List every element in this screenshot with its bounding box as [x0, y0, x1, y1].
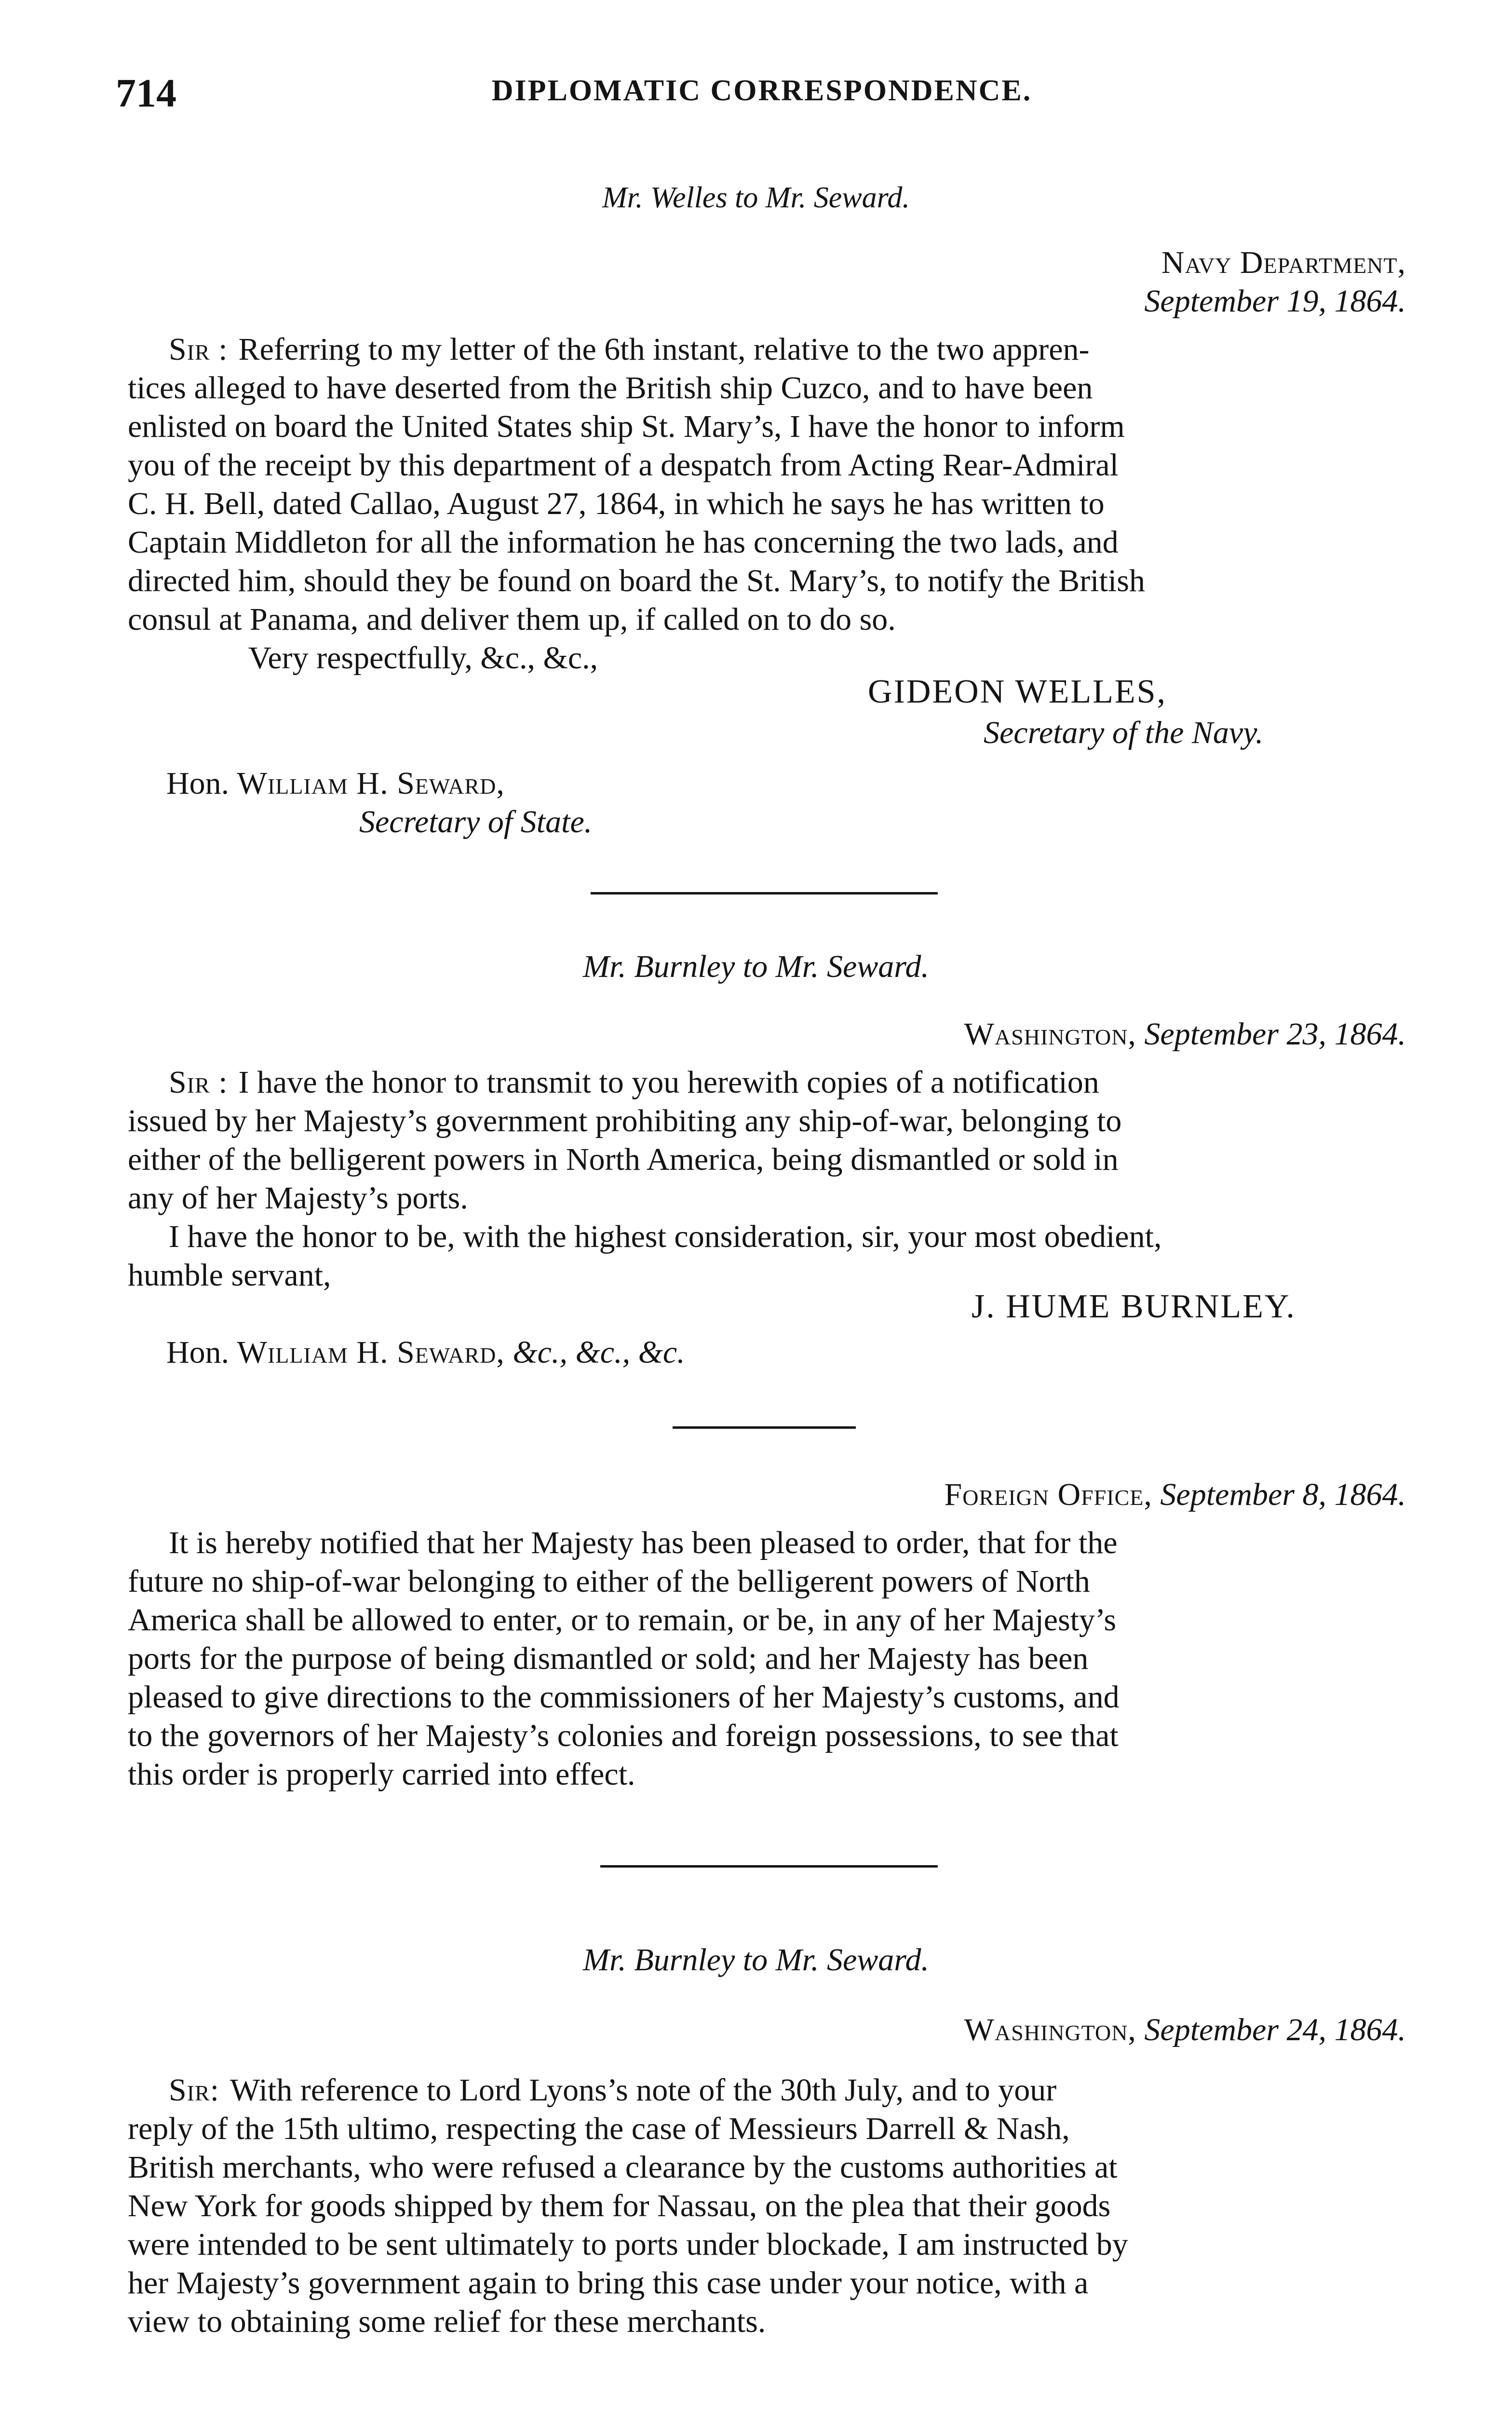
letter-heading: Mr. Burnley to Mr. Seward.: [582, 1942, 929, 1978]
running-title: DIPLOMATIC CORRESPONDENCE.: [491, 74, 1032, 107]
body-line: either of the belligerent powers in North America, being dismantled or sold in: [128, 1142, 1119, 1177]
body-line: to the governors of her Majesty’s colonies and foreign possessions, to see that: [128, 1718, 1119, 1753]
body-line: you of the receipt by this department of a despatch from Acting Rear-Admiral: [128, 447, 1119, 483]
signature: J. HUME BURNLEY.: [972, 1288, 1296, 1325]
body-line: any of her Majesty’s ports.: [128, 1180, 468, 1216]
body-line: enlisted on board the United States ship St. Mary’s, I have the honor to inform: [128, 409, 1125, 444]
letter-date: September 19, 1864.: [1144, 284, 1406, 319]
body-line: Sir : I have the honor to transmit to you herewith copies of a notification: [128, 1063, 1405, 1102]
body-line: British merchants, who were refused a clearance by the customs authorities at: [128, 2150, 1118, 2185]
body-line: issued by her Majesty’s government prohibiting any ship-of-war, belonging to: [128, 1103, 1122, 1138]
body-line: her Majesty’s government again to bring this case under your notice, with a: [128, 2265, 1089, 2301]
body-line: New York for goods shipped by them for Nassau, on the plea that their goods: [128, 2188, 1111, 2223]
addressee-title: Secretary of State.: [359, 804, 593, 840]
signature-title: Secretary of the Navy.: [984, 715, 1264, 750]
salutation: Sir:: [169, 2072, 220, 2108]
addressee: Hon. William H. Seward,: [166, 766, 505, 801]
body-line: this order is properly carried into effect.: [128, 1757, 635, 1792]
section-divider: [591, 892, 938, 894]
salutation: Sir :: [169, 332, 228, 367]
salutation: Sir :: [169, 1065, 228, 1100]
body-line: were intended to be sent ultimately to ports under blockade, I am instructed by: [128, 2227, 1128, 2262]
closing-line: humble servant,: [128, 1258, 331, 1293]
body-line: pleased to give directions to the commissioners of her Majesty’s customs, and: [128, 1680, 1120, 1715]
body-line: Captain Middleton for all the information he has concerning the two lads, and: [128, 525, 1119, 560]
body-line: Sir: With reference to Lord Lyons’s note of the 30th July, and to your: [128, 2071, 1405, 2110]
body-line: future no ship-of-war belonging to either of the belligerent powers of North: [128, 1564, 1090, 1599]
body-line: America shall be allowed to enter, or to remain, or be, in any of her Majesty’s: [128, 1602, 1117, 1638]
closing-line: I have the honor to be, with the highest consideration, sir, your most obedient,: [169, 1219, 1162, 1254]
body-line: view to obtaining some relief for these merchants.: [128, 2304, 766, 2339]
body-line: consul at Panama, and deliver them up, if called on to do so.: [128, 602, 896, 637]
page-header: [116, 70, 1408, 123]
section-divider: [673, 1426, 856, 1429]
enclosure-dateline: Foreign Office, September 8, 1864.: [944, 1477, 1406, 1512]
letter-dateline: Washington, September 23, 1864.: [964, 1016, 1406, 1052]
letter-heading: Mr. Welles to Mr. Seward.: [602, 181, 910, 214]
body-line: tices alleged to have deserted from the British ship Cuzco, and to have been: [128, 370, 1093, 406]
body-line: reply of the 15th ultimo, respecting the case of Messieurs Darrell & Nash,: [128, 2111, 1070, 2146]
closing: Very respectfully, &c., &c.,: [248, 640, 598, 676]
body-line: Sir : Referring to my letter of the 6th instant, relative to the two appren-: [128, 330, 1405, 369]
body-line: C. H. Bell, dated Callao, August 27, 1864, in which he says he has written to: [128, 486, 1105, 521]
page-number: 714: [116, 71, 176, 116]
body-line: It is hereby notified that her Majesty has been pleased to order, that for the: [169, 1525, 1118, 1560]
body-line: ports for the purpose of being dismantled or sold; and her Majesty has been: [128, 1641, 1089, 1676]
addressee: Hon. William H. Seward, &c., &c., &c.: [166, 1335, 685, 1370]
body-line: directed him, should they be found on board the St. Mary’s, to notify the British: [128, 563, 1145, 598]
signature: GIDEON WELLES,: [868, 673, 1167, 710]
letter-dateline: Washington, September 24, 1864.: [964, 2012, 1406, 2047]
letter-heading: Mr. Burnley to Mr. Seward.: [582, 949, 929, 984]
letter-place: Navy Department,: [1161, 245, 1406, 280]
section-divider: [600, 1865, 938, 1868]
